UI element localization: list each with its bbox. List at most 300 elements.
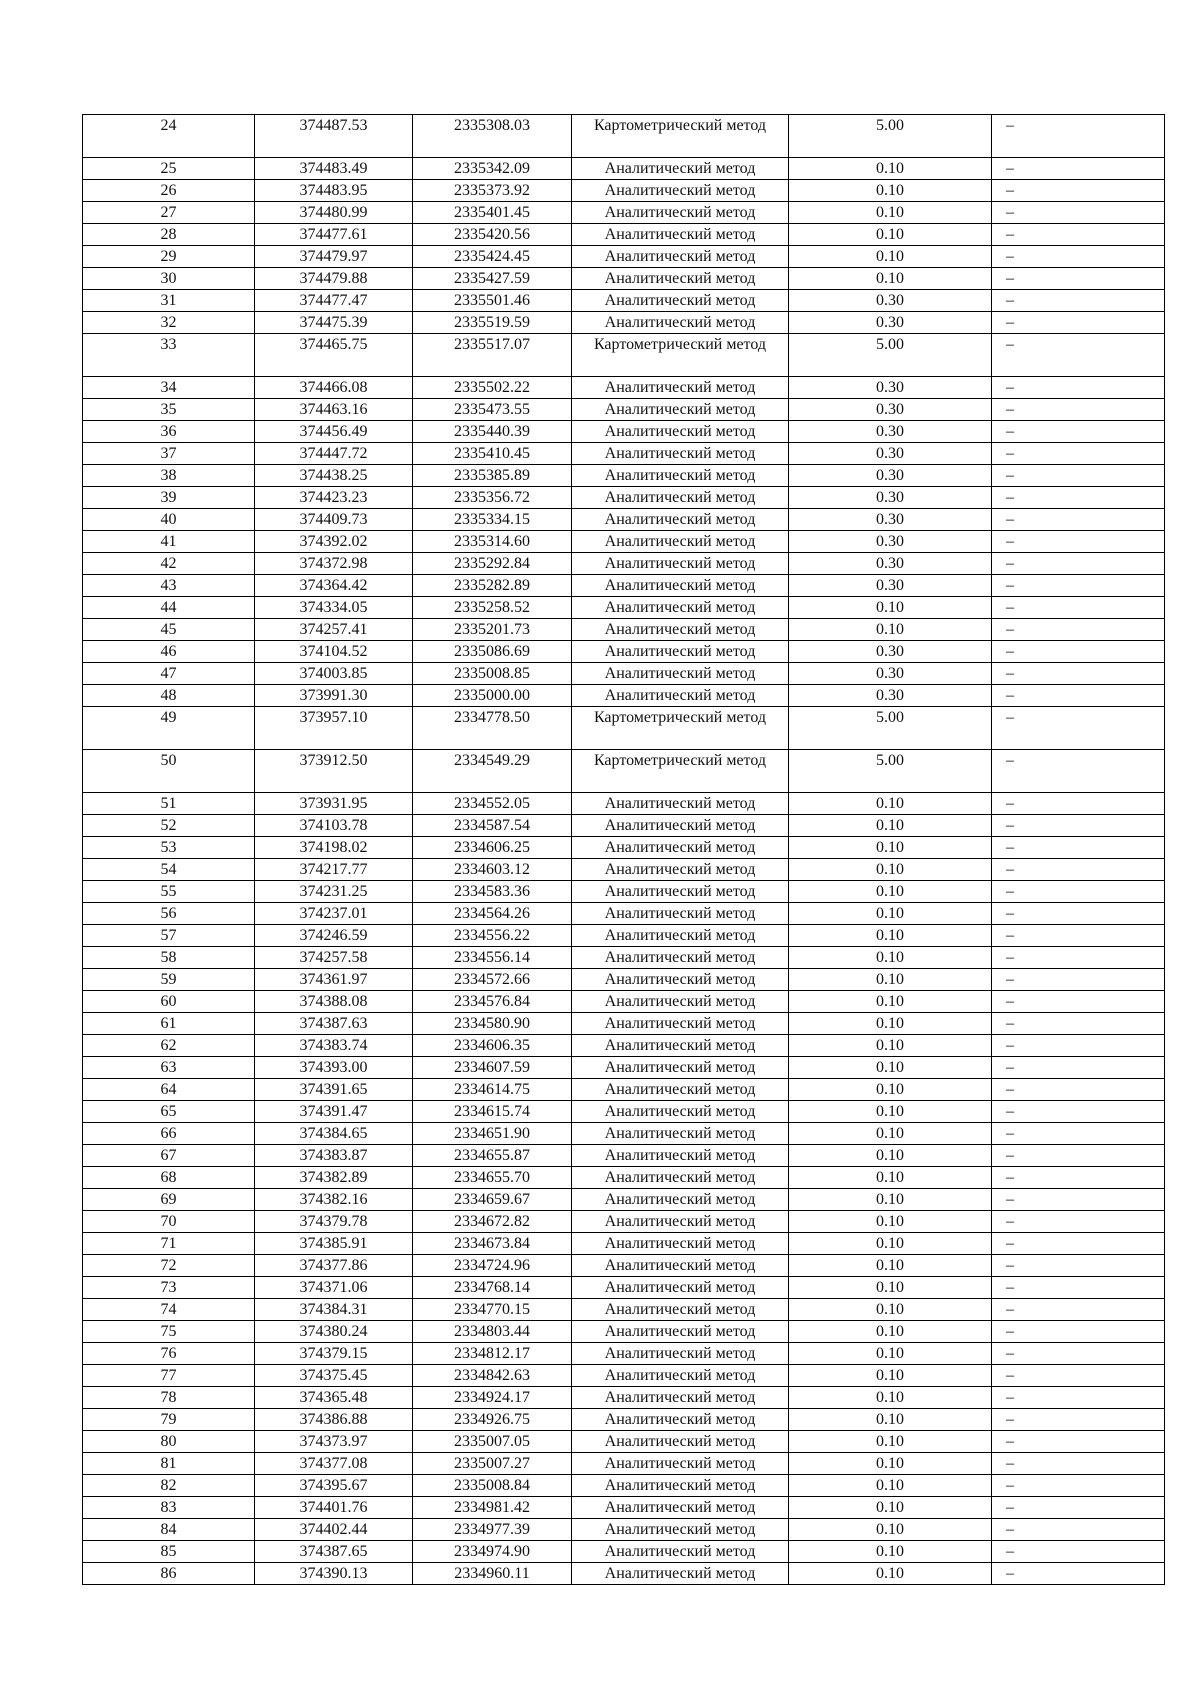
note-cell: – (992, 531, 1165, 553)
method-cell: Аналитический метод (572, 290, 789, 312)
note-cell: – (992, 597, 1165, 619)
table-row (83, 1189, 1165, 1211)
table-row (83, 1277, 1165, 1299)
accuracy-cell: 0.30 (789, 641, 992, 663)
accuracy-cell: 0.30 (789, 312, 992, 334)
x-coordinate-cell: 374383.74 (255, 1035, 413, 1057)
note-cell: – (992, 1123, 1165, 1145)
method-cell: Аналитический метод (572, 531, 789, 553)
point-number-cell: 64 (83, 1079, 255, 1101)
accuracy-cell: 0.30 (789, 553, 992, 575)
y-coordinate-cell: 2335314.60 (413, 531, 572, 553)
point-number-cell: 79 (83, 1409, 255, 1431)
table-row (83, 707, 1165, 750)
accuracy-cell: 5.00 (789, 115, 992, 158)
accuracy-cell: 0.30 (789, 487, 992, 509)
method-cell: Аналитический метод (572, 1101, 789, 1123)
accuracy-cell: 5.00 (789, 334, 992, 377)
y-coordinate-cell: 2335007.27 (413, 1453, 572, 1475)
y-coordinate-cell: 2335308.03 (413, 115, 572, 158)
y-coordinate-cell: 2335385.89 (413, 465, 572, 487)
x-coordinate-cell: 374371.06 (255, 1277, 413, 1299)
table-row (83, 1057, 1165, 1079)
x-coordinate-cell: 374384.31 (255, 1299, 413, 1321)
note-cell: – (992, 663, 1165, 685)
accuracy-cell: 0.10 (789, 1189, 992, 1211)
method-cell: Аналитический метод (572, 180, 789, 202)
table-row (83, 180, 1165, 202)
method-cell: Аналитический метод (572, 1409, 789, 1431)
table-row (83, 1475, 1165, 1497)
note-cell: – (992, 312, 1165, 334)
note-cell: – (992, 1475, 1165, 1497)
method-cell: Аналитический метод (572, 619, 789, 641)
method-cell: Аналитический метод (572, 1057, 789, 1079)
x-coordinate-cell: 374487.53 (255, 115, 413, 158)
y-coordinate-cell: 2334655.70 (413, 1167, 572, 1189)
table-row (83, 1211, 1165, 1233)
table-row (83, 509, 1165, 531)
accuracy-cell: 0.10 (789, 1211, 992, 1233)
method-cell: Аналитический метод (572, 268, 789, 290)
method-cell: Аналитический метод (572, 1475, 789, 1497)
method-cell: Аналитический метод (572, 1431, 789, 1453)
x-coordinate-cell: 374480.99 (255, 202, 413, 224)
method-cell: Аналитический метод (572, 158, 789, 180)
note-cell: – (992, 268, 1165, 290)
note-cell: – (992, 969, 1165, 991)
x-coordinate-cell: 374479.97 (255, 246, 413, 268)
method-cell: Аналитический метод (572, 881, 789, 903)
y-coordinate-cell: 2335473.55 (413, 399, 572, 421)
point-number-cell: 46 (83, 641, 255, 663)
accuracy-cell: 0.30 (789, 443, 992, 465)
x-coordinate-cell: 374198.02 (255, 837, 413, 859)
y-coordinate-cell: 2334977.39 (413, 1519, 572, 1541)
table-row (83, 1255, 1165, 1277)
method-cell: Аналитический метод (572, 991, 789, 1013)
x-coordinate-cell: 374401.76 (255, 1497, 413, 1519)
y-coordinate-cell: 2334552.05 (413, 793, 572, 815)
method-cell: Аналитический метод (572, 597, 789, 619)
y-coordinate-cell: 2335356.72 (413, 487, 572, 509)
y-coordinate-cell: 2334659.67 (413, 1189, 572, 1211)
y-coordinate-cell: 2334672.82 (413, 1211, 572, 1233)
note-cell: – (992, 1563, 1165, 1585)
y-coordinate-cell: 2335424.45 (413, 246, 572, 268)
point-number-cell: 77 (83, 1365, 255, 1387)
note-cell: – (992, 202, 1165, 224)
point-number-cell: 66 (83, 1123, 255, 1145)
accuracy-cell: 0.10 (789, 1365, 992, 1387)
table-row (83, 641, 1165, 663)
method-cell: Аналитический метод (572, 1277, 789, 1299)
y-coordinate-cell: 2335282.89 (413, 575, 572, 597)
point-number-cell: 69 (83, 1189, 255, 1211)
method-cell: Картометрический метод (572, 334, 789, 377)
x-coordinate-cell: 374380.24 (255, 1321, 413, 1343)
method-cell: Аналитический метод (572, 509, 789, 531)
note-cell: – (992, 1145, 1165, 1167)
point-number-cell: 44 (83, 597, 255, 619)
point-number-cell: 33 (83, 334, 255, 377)
accuracy-cell: 0.30 (789, 509, 992, 531)
x-coordinate-cell: 374477.61 (255, 224, 413, 246)
y-coordinate-cell: 2334981.42 (413, 1497, 572, 1519)
note-cell: – (992, 487, 1165, 509)
y-coordinate-cell: 2335086.69 (413, 641, 572, 663)
x-coordinate-cell: 374393.00 (255, 1057, 413, 1079)
method-cell: Аналитический метод (572, 377, 789, 399)
y-coordinate-cell: 2335008.85 (413, 663, 572, 685)
accuracy-cell: 0.10 (789, 1343, 992, 1365)
note-cell: – (992, 793, 1165, 815)
method-cell: Аналитический метод (572, 1145, 789, 1167)
point-number-cell: 82 (83, 1475, 255, 1497)
x-coordinate-cell: 374466.08 (255, 377, 413, 399)
point-number-cell: 86 (83, 1563, 255, 1585)
x-coordinate-cell: 374423.23 (255, 487, 413, 509)
table-row (83, 487, 1165, 509)
accuracy-cell: 0.10 (789, 1299, 992, 1321)
x-coordinate-cell: 374104.52 (255, 641, 413, 663)
point-number-cell: 37 (83, 443, 255, 465)
y-coordinate-cell: 2334583.36 (413, 881, 572, 903)
accuracy-cell: 0.30 (789, 377, 992, 399)
table-row (83, 1035, 1165, 1057)
x-coordinate-cell: 374387.65 (255, 1541, 413, 1563)
y-coordinate-cell: 2334960.11 (413, 1563, 572, 1585)
y-coordinate-cell: 2335420.56 (413, 224, 572, 246)
method-cell: Аналитический метод (572, 685, 789, 707)
x-coordinate-cell: 374334.05 (255, 597, 413, 619)
y-coordinate-cell: 2335501.46 (413, 290, 572, 312)
accuracy-cell: 0.10 (789, 969, 992, 991)
point-number-cell: 26 (83, 180, 255, 202)
note-cell: – (992, 224, 1165, 246)
accuracy-cell: 0.10 (789, 597, 992, 619)
point-number-cell: 45 (83, 619, 255, 641)
y-coordinate-cell: 2334614.75 (413, 1079, 572, 1101)
point-number-cell: 63 (83, 1057, 255, 1079)
x-coordinate-cell: 374365.48 (255, 1387, 413, 1409)
note-cell: – (992, 1189, 1165, 1211)
table-row (83, 553, 1165, 575)
method-cell: Аналитический метод (572, 793, 789, 815)
table-row (83, 1167, 1165, 1189)
x-coordinate-cell: 374103.78 (255, 815, 413, 837)
point-number-cell: 32 (83, 312, 255, 334)
y-coordinate-cell: 2334803.44 (413, 1321, 572, 1343)
y-coordinate-cell: 2335401.45 (413, 202, 572, 224)
accuracy-cell: 0.10 (789, 1453, 992, 1475)
point-number-cell: 80 (83, 1431, 255, 1453)
point-number-cell: 39 (83, 487, 255, 509)
accuracy-cell: 0.10 (789, 224, 992, 246)
y-coordinate-cell: 2335410.45 (413, 443, 572, 465)
table-row (83, 115, 1165, 158)
accuracy-cell: 0.10 (789, 837, 992, 859)
method-cell: Аналитический метод (572, 663, 789, 685)
accuracy-cell: 0.10 (789, 1167, 992, 1189)
table-row (83, 1299, 1165, 1321)
x-coordinate-cell: 374231.25 (255, 881, 413, 903)
note-cell: – (992, 1409, 1165, 1431)
point-number-cell: 61 (83, 1013, 255, 1035)
table-row (83, 837, 1165, 859)
point-number-cell: 42 (83, 553, 255, 575)
method-cell: Аналитический метод (572, 1035, 789, 1057)
table-row (83, 575, 1165, 597)
method-cell: Аналитический метод (572, 1189, 789, 1211)
point-number-cell: 75 (83, 1321, 255, 1343)
note-cell: – (992, 815, 1165, 837)
point-number-cell: 49 (83, 707, 255, 750)
x-coordinate-cell: 374463.16 (255, 399, 413, 421)
note-cell: – (992, 641, 1165, 663)
table-row (83, 1343, 1165, 1365)
method-cell: Аналитический метод (572, 947, 789, 969)
note-cell: – (992, 1299, 1165, 1321)
method-cell: Аналитический метод (572, 443, 789, 465)
y-coordinate-cell: 2334606.35 (413, 1035, 572, 1057)
note-cell: – (992, 509, 1165, 531)
x-coordinate-cell: 374377.86 (255, 1255, 413, 1277)
x-coordinate-cell: 374392.02 (255, 531, 413, 553)
y-coordinate-cell: 2334603.12 (413, 859, 572, 881)
note-cell: – (992, 1497, 1165, 1519)
accuracy-cell: 0.10 (789, 202, 992, 224)
x-coordinate-cell: 374409.73 (255, 509, 413, 531)
point-number-cell: 53 (83, 837, 255, 859)
point-number-cell: 47 (83, 663, 255, 685)
method-cell: Аналитический метод (572, 224, 789, 246)
method-cell: Аналитический метод (572, 1211, 789, 1233)
note-cell: – (992, 881, 1165, 903)
note-cell: – (992, 925, 1165, 947)
method-cell: Аналитический метод (572, 202, 789, 224)
point-number-cell: 27 (83, 202, 255, 224)
table-row (83, 290, 1165, 312)
x-coordinate-cell: 374257.58 (255, 947, 413, 969)
table-row (83, 1453, 1165, 1475)
note-cell: – (992, 1453, 1165, 1475)
table-row (83, 1563, 1165, 1585)
note-cell: – (992, 1079, 1165, 1101)
accuracy-cell: 0.30 (789, 531, 992, 553)
y-coordinate-cell: 2334926.75 (413, 1409, 572, 1431)
x-coordinate-cell: 374382.89 (255, 1167, 413, 1189)
point-number-cell: 56 (83, 903, 255, 925)
note-cell: – (992, 1057, 1165, 1079)
y-coordinate-cell: 2335427.59 (413, 268, 572, 290)
point-number-cell: 48 (83, 685, 255, 707)
x-coordinate-cell: 374391.65 (255, 1079, 413, 1101)
method-cell: Аналитический метод (572, 859, 789, 881)
table-row (83, 421, 1165, 443)
x-coordinate-cell: 374438.25 (255, 465, 413, 487)
coordinates-table (82, 114, 1165, 1585)
method-cell: Аналитический метод (572, 1563, 789, 1585)
method-cell: Аналитический метод (572, 465, 789, 487)
x-coordinate-cell: 374384.65 (255, 1123, 413, 1145)
method-cell: Картометрический метод (572, 750, 789, 793)
table-row (83, 531, 1165, 553)
accuracy-cell: 0.10 (789, 1233, 992, 1255)
accuracy-cell: 0.10 (789, 947, 992, 969)
note-cell: – (992, 443, 1165, 465)
x-coordinate-cell: 373991.30 (255, 685, 413, 707)
method-cell: Аналитический метод (572, 1255, 789, 1277)
point-number-cell: 28 (83, 224, 255, 246)
x-coordinate-cell: 374377.08 (255, 1453, 413, 1475)
point-number-cell: 72 (83, 1255, 255, 1277)
accuracy-cell: 0.10 (789, 180, 992, 202)
table-row (83, 1409, 1165, 1431)
method-cell: Аналитический метод (572, 815, 789, 837)
method-cell: Аналитический метод (572, 1299, 789, 1321)
table-row (83, 815, 1165, 837)
point-number-cell: 41 (83, 531, 255, 553)
table-row (83, 377, 1165, 399)
table-row (83, 925, 1165, 947)
accuracy-cell: 0.10 (789, 1497, 992, 1519)
table-row (83, 399, 1165, 421)
table-row (83, 443, 1165, 465)
note-cell: – (992, 903, 1165, 925)
point-number-cell: 57 (83, 925, 255, 947)
point-number-cell: 76 (83, 1343, 255, 1365)
x-coordinate-cell: 373931.95 (255, 793, 413, 815)
method-cell: Картометрический метод (572, 707, 789, 750)
y-coordinate-cell: 2334564.26 (413, 903, 572, 925)
accuracy-cell: 0.10 (789, 158, 992, 180)
x-coordinate-cell: 374395.67 (255, 1475, 413, 1497)
point-number-cell: 36 (83, 421, 255, 443)
accuracy-cell: 0.30 (789, 290, 992, 312)
y-coordinate-cell: 2334724.96 (413, 1255, 572, 1277)
accuracy-cell: 0.10 (789, 1057, 992, 1079)
table-row (83, 1497, 1165, 1519)
y-coordinate-cell: 2334587.54 (413, 815, 572, 837)
accuracy-cell: 0.10 (789, 1277, 992, 1299)
x-coordinate-cell: 374402.44 (255, 1519, 413, 1541)
table-row (83, 465, 1165, 487)
accuracy-cell: 0.10 (789, 619, 992, 641)
table-row (83, 268, 1165, 290)
method-cell: Аналитический метод (572, 1453, 789, 1475)
note-cell: – (992, 1541, 1165, 1563)
accuracy-cell: 0.10 (789, 1387, 992, 1409)
point-number-cell: 65 (83, 1101, 255, 1123)
method-cell: Аналитический метод (572, 969, 789, 991)
y-coordinate-cell: 2335517.07 (413, 334, 572, 377)
y-coordinate-cell: 2335201.73 (413, 619, 572, 641)
point-number-cell: 58 (83, 947, 255, 969)
point-number-cell: 51 (83, 793, 255, 815)
accuracy-cell: 0.10 (789, 1541, 992, 1563)
accuracy-cell: 5.00 (789, 707, 992, 750)
x-coordinate-cell: 374373.97 (255, 1431, 413, 1453)
x-coordinate-cell: 374456.49 (255, 421, 413, 443)
accuracy-cell: 0.10 (789, 1255, 992, 1277)
x-coordinate-cell: 373957.10 (255, 707, 413, 750)
y-coordinate-cell: 2334651.90 (413, 1123, 572, 1145)
point-number-cell: 67 (83, 1145, 255, 1167)
y-coordinate-cell: 2334924.17 (413, 1387, 572, 1409)
accuracy-cell: 0.10 (789, 1145, 992, 1167)
accuracy-cell: 0.30 (789, 663, 992, 685)
y-coordinate-cell: 2334673.84 (413, 1233, 572, 1255)
y-coordinate-cell: 2335334.15 (413, 509, 572, 531)
table-body (83, 115, 1165, 1585)
method-cell: Аналитический метод (572, 1123, 789, 1145)
method-cell: Аналитический метод (572, 1167, 789, 1189)
note-cell: – (992, 1013, 1165, 1035)
y-coordinate-cell: 2335292.84 (413, 553, 572, 575)
table-row (83, 991, 1165, 1013)
note-cell: – (992, 991, 1165, 1013)
point-number-cell: 74 (83, 1299, 255, 1321)
point-number-cell: 81 (83, 1453, 255, 1475)
accuracy-cell: 0.10 (789, 1013, 992, 1035)
table-row (83, 1321, 1165, 1343)
point-number-cell: 71 (83, 1233, 255, 1255)
accuracy-cell: 0.10 (789, 793, 992, 815)
point-number-cell: 30 (83, 268, 255, 290)
table-row (83, 663, 1165, 685)
table-row (83, 1101, 1165, 1123)
method-cell: Аналитический метод (572, 1541, 789, 1563)
method-cell: Аналитический метод (572, 1343, 789, 1365)
table-row (83, 793, 1165, 815)
point-number-cell: 40 (83, 509, 255, 531)
point-number-cell: 24 (83, 115, 255, 158)
note-cell: – (992, 707, 1165, 750)
note-cell: – (992, 1233, 1165, 1255)
x-coordinate-cell: 374364.42 (255, 575, 413, 597)
point-number-cell: 38 (83, 465, 255, 487)
method-cell: Аналитический метод (572, 1013, 789, 1035)
method-cell: Аналитический метод (572, 1519, 789, 1541)
accuracy-cell: 0.30 (789, 465, 992, 487)
x-coordinate-cell: 374479.88 (255, 268, 413, 290)
x-coordinate-cell: 374383.87 (255, 1145, 413, 1167)
note-cell: – (992, 1101, 1165, 1123)
method-cell: Аналитический метод (572, 925, 789, 947)
table-row (83, 597, 1165, 619)
point-number-cell: 50 (83, 750, 255, 793)
note-cell: – (992, 1365, 1165, 1387)
table-row (83, 903, 1165, 925)
note-cell: – (992, 334, 1165, 377)
y-coordinate-cell: 2334607.59 (413, 1057, 572, 1079)
x-coordinate-cell: 374003.85 (255, 663, 413, 685)
y-coordinate-cell: 2334778.50 (413, 707, 572, 750)
y-coordinate-cell: 2335502.22 (413, 377, 572, 399)
table-row (83, 1365, 1165, 1387)
y-coordinate-cell: 2334974.90 (413, 1541, 572, 1563)
accuracy-cell: 0.10 (789, 1079, 992, 1101)
y-coordinate-cell: 2335519.59 (413, 312, 572, 334)
y-coordinate-cell: 2335007.05 (413, 1431, 572, 1453)
y-coordinate-cell: 2335258.52 (413, 597, 572, 619)
table-row (83, 312, 1165, 334)
method-cell: Аналитический метод (572, 1387, 789, 1409)
x-coordinate-cell: 374379.15 (255, 1343, 413, 1365)
accuracy-cell: 0.10 (789, 1035, 992, 1057)
note-cell: – (992, 1211, 1165, 1233)
